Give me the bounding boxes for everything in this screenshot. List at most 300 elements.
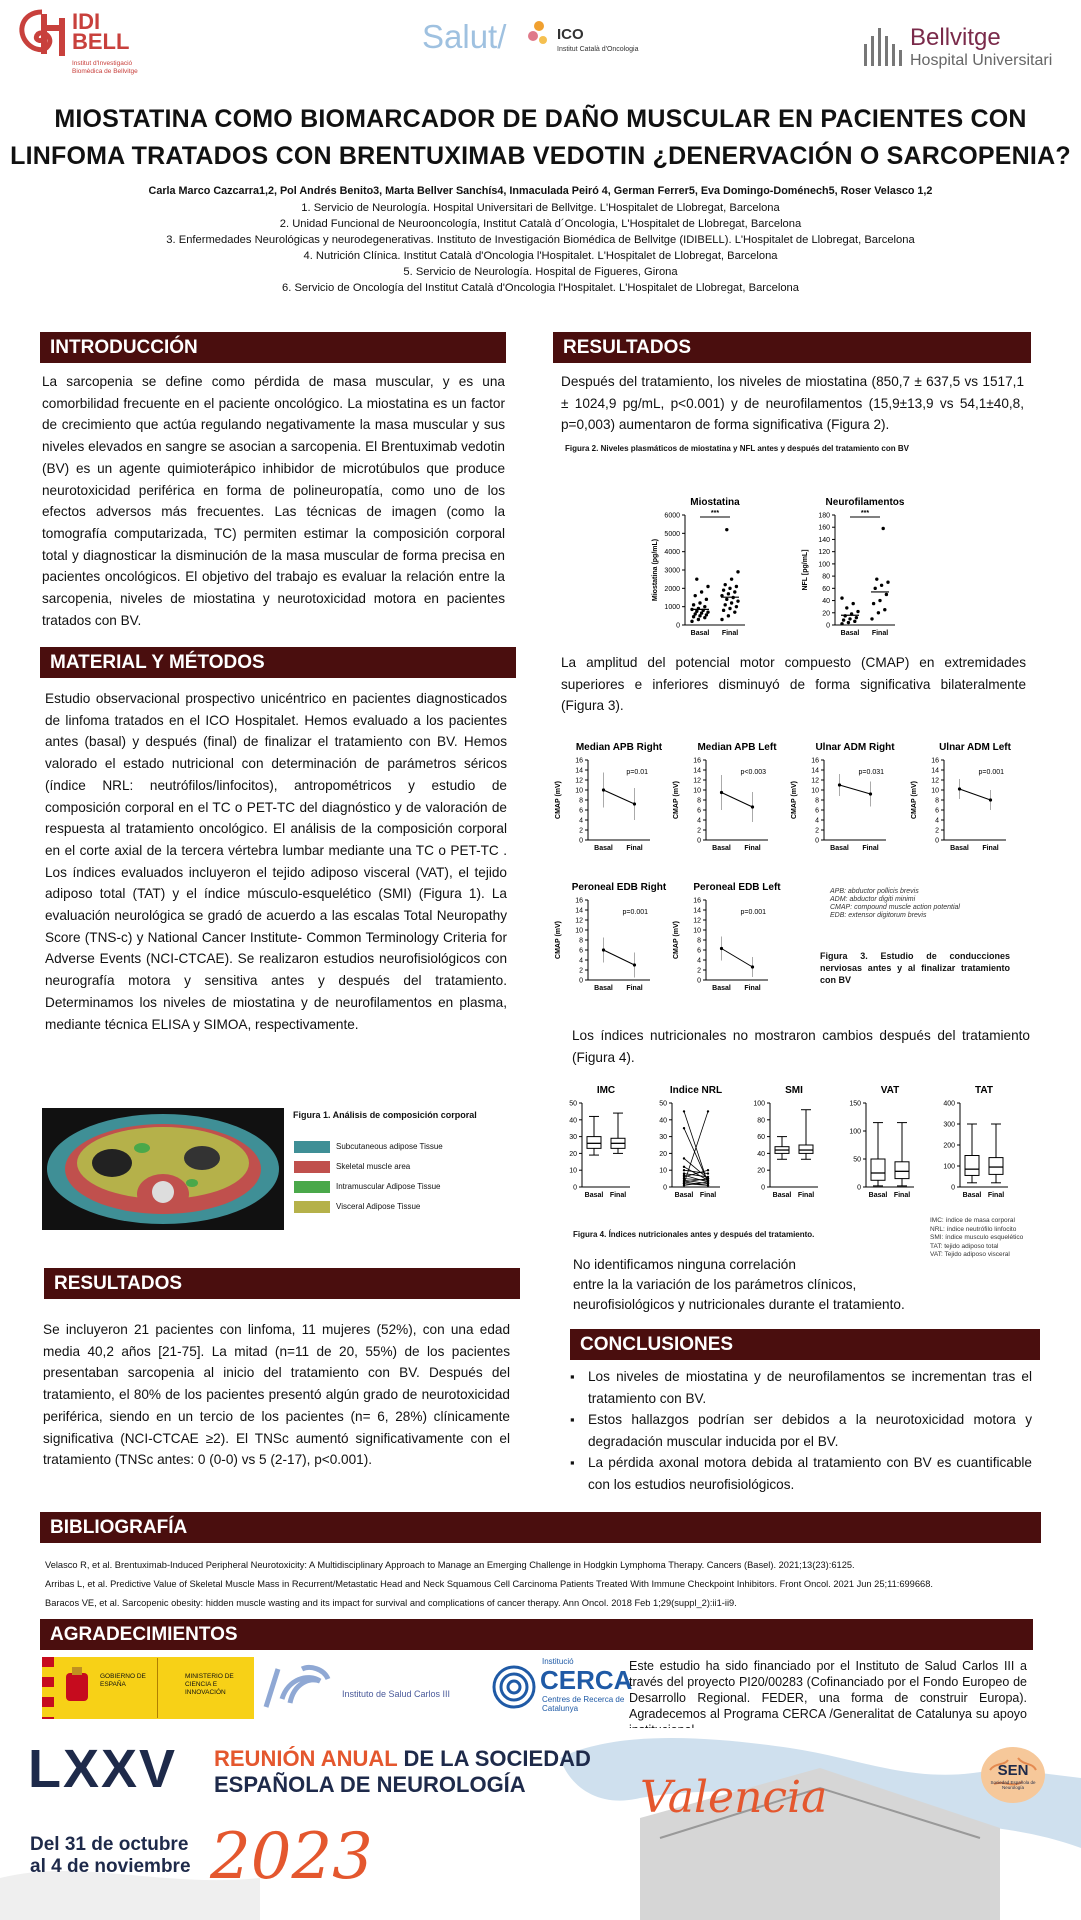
ministerio-text: MINISTERIO DE CIENCIA E INNOVACIÓN xyxy=(185,1673,234,1696)
legend-item xyxy=(294,1141,443,1153)
data-point xyxy=(706,610,709,613)
y-tick-label: 2 xyxy=(697,827,701,835)
cerca-top-text: Institució xyxy=(542,1657,574,1666)
x-tick-label: Final xyxy=(626,985,643,992)
idibell-sub: Institut d'Investigació Biomèdica de Bellvitge xyxy=(72,60,138,75)
y-axis-label: Miostatina (pg/mL) xyxy=(652,538,659,602)
y-tick-label: 16 xyxy=(811,757,819,765)
ct-organ xyxy=(92,1149,132,1177)
y-tick-label: 12 xyxy=(575,917,583,925)
legend-swatch-icon xyxy=(294,1141,330,1153)
y-tick-label: 6 xyxy=(815,807,819,815)
abbrev-line: CMAP: compound muscle action potential xyxy=(830,904,960,911)
y-axis-label: CMAP (mV) xyxy=(911,781,918,819)
y-tick-label: 12 xyxy=(575,777,583,785)
data-point xyxy=(683,1181,685,1183)
y-tick-label: 8 xyxy=(697,797,701,805)
results-text-4-line: entre la la variación de los parámetros clínicos, xyxy=(573,1277,857,1292)
box xyxy=(965,1156,979,1176)
y-tick-label: 4 xyxy=(697,957,701,965)
y-tick-label: 16 xyxy=(693,897,701,905)
meeting-title-line-1 xyxy=(214,1746,591,1772)
p-value-label: p<0.003 xyxy=(740,769,766,776)
chart-group xyxy=(943,1085,1008,1199)
y-tick-label: 0 xyxy=(573,1184,577,1192)
data-point xyxy=(840,596,843,599)
y-tick-label: 8 xyxy=(935,797,939,805)
y-tick-label: 12 xyxy=(931,777,939,785)
ico-sub: Institut Català d'Oncologia xyxy=(557,46,639,53)
meeting-title-highlight: REUNIÓN ANUAL xyxy=(214,1746,398,1771)
y-tick-label: 10 xyxy=(693,927,701,935)
chart-title: Miostatina xyxy=(690,497,740,508)
title-line-2: LINFOMA TRATADOS CON BRENTUXIMAB VEDOTIN ¿DENERVACIÓN O SARCOPENIA? xyxy=(10,142,1071,170)
chart-group xyxy=(569,1085,630,1199)
x-tick-label: Basal xyxy=(594,985,613,992)
p-value-label: p=0.001 xyxy=(622,909,648,916)
fig3-abbrev xyxy=(830,888,960,920)
data-point xyxy=(707,1172,709,1174)
series-line xyxy=(960,789,991,800)
x-tick-label: Final xyxy=(744,985,761,992)
y-tick-label: 80 xyxy=(822,573,830,581)
chart-group xyxy=(753,1085,818,1199)
chart-group xyxy=(555,742,663,852)
x-tick-label: Basal xyxy=(950,845,969,852)
y-tick-label: 120 xyxy=(818,549,830,557)
data-point xyxy=(730,577,733,580)
y-tick-label: 6 xyxy=(935,807,939,815)
data-point xyxy=(724,583,727,586)
coat-of-arms-icon xyxy=(62,1667,92,1707)
x-tick-label: Basal xyxy=(690,630,710,637)
data-point xyxy=(728,587,731,590)
isciii-text: Instituto de Salud Carlos III xyxy=(342,1689,451,1699)
ico-logo xyxy=(525,16,665,61)
data-point xyxy=(706,585,709,588)
data-point xyxy=(845,606,848,609)
y-tick-label: 8 xyxy=(815,797,819,805)
chart-title: Median APB Left xyxy=(697,742,777,753)
fig4-caption: Figura 4. Índices nutricionales antes y después del tratamiento. xyxy=(573,1230,815,1239)
x-tick-label: Final xyxy=(609,1192,627,1199)
abbrev-line: TAT: tejido adiposo total xyxy=(930,1242,999,1250)
chart-title: Peroneal EDB Left xyxy=(693,882,781,893)
reference: Baracos VE, et al. Sarcopenic obesity: hidden muscle wasting and its impact for survival and complications of cancer therapy. Ann Oncol. 2018 Feb 1;29(suppl_2):ii1-ii9. xyxy=(45,1598,737,1608)
y-tick-label: 10 xyxy=(659,1167,667,1175)
data-point xyxy=(735,585,738,588)
bellvitge-text: Bellvitge xyxy=(910,24,1001,51)
y-tick-label: 40 xyxy=(659,1117,667,1125)
results-left-heading: RESULTADOS xyxy=(44,1268,520,1299)
legend-item xyxy=(294,1181,443,1193)
data-point xyxy=(683,1166,685,1168)
chart-title: VAT xyxy=(880,1085,900,1096)
data-point xyxy=(728,607,731,610)
legend-swatch-icon xyxy=(294,1181,330,1193)
authors: Carla Marco Cazcarra1,2, Pol Andrés Benito3, Marta Bellver Sanchís4, Inmaculada Peiró 4, German Ferrer5, Eva Domingo-Doménech5, Roser Velasco 1,2 xyxy=(148,185,933,197)
legend-item xyxy=(294,1201,443,1213)
methods-heading: MATERIAL Y MÉTODOS xyxy=(40,647,516,678)
affiliation: 2. Unidad Funcional de Neurooncología, Institut Català d´Oncologia, L'Hospitalet de Llobregat, Barcelona xyxy=(279,218,802,230)
y-axis-label: CMAP (mV) xyxy=(673,921,680,959)
results-left-text: Se incluyeron 21 pacientes con linfoma, 11 mujeres (52%), con una edad media 40,2 años [21-75]. La mitad (n=11 de 20, 55%) de los pacientes presentaban sarcopenia al inicio del tratamiento con BV. Después del tratamiento, el 80% de los pacientes presentó algún grado de neurotoxicidad periférica, siendo en un tercio de los pacientes (n= 6, 28%) clínicamente significativa (NCI-CTCAE ≥2). El TNSc aumentó significativamente con el tratamiento (TNSc antes: 0 (0-0) vs 5 (2-17), p<0.001). xyxy=(43,1322,510,1468)
y-tick-label: 6 xyxy=(579,947,583,955)
chart-group xyxy=(652,497,745,637)
x-tick-label: Final xyxy=(626,845,643,852)
y-tick-label: 100 xyxy=(818,561,830,569)
legend-swatch-icon xyxy=(294,1161,330,1173)
x-tick-label: Final xyxy=(797,1192,815,1199)
footer-banner xyxy=(0,1728,1081,1920)
data-point xyxy=(880,584,883,587)
meeting-title xyxy=(214,1746,591,1798)
results-text-3: Los índices nutricionales no mostraron cambios después del tratamiento (Figura 4). xyxy=(572,1028,1030,1065)
data-point xyxy=(683,1169,685,1171)
x-tick-label: Basal xyxy=(868,1192,888,1199)
y-tick-label: 0 xyxy=(935,837,939,845)
data-point xyxy=(703,605,706,608)
fig2-caption: Figura 2. Niveles plasmáticos de miostatina y NFL antes y después del tratamiento con BV xyxy=(565,444,909,453)
x-tick-label: Final xyxy=(699,1192,717,1199)
authors-block xyxy=(0,183,1081,296)
y-tick-label: 4 xyxy=(579,957,583,965)
y-tick-label: 0 xyxy=(579,977,583,985)
y-tick-label: 8 xyxy=(697,937,701,945)
y-tick-label: 10 xyxy=(693,787,701,795)
data-point xyxy=(694,594,697,597)
box xyxy=(895,1162,909,1179)
x-tick-label: Final xyxy=(893,1192,911,1199)
isciii-logo xyxy=(258,1657,458,1719)
legend-label: Intramuscular Adipose Tissue xyxy=(336,1182,441,1192)
affiliation: 6. Servicio de Oncología del Institut Català d'Oncologia l'Hospitalet. L'Hospitalet de Llobregat, Barcelona xyxy=(282,282,799,294)
y-axis-label: CMAP (mV) xyxy=(673,781,680,819)
data-point xyxy=(700,590,703,593)
conclusions-heading: CONCLUSIONES xyxy=(570,1329,1040,1360)
title-line-1: MIOSTATINA COMO BIOMARCADOR DE DAÑO MUSCULAR EN PACIENTES CON xyxy=(54,105,1027,133)
y-tick-label: 16 xyxy=(693,757,701,765)
y-tick-label: 10 xyxy=(931,787,939,795)
fig1-caption: Figura 1. Análisis de composición corporal xyxy=(293,1110,477,1120)
legend-swatch-icon xyxy=(294,1201,330,1213)
y-tick-label: 8 xyxy=(579,937,583,945)
fig4-chart xyxy=(560,1083,1030,1208)
y-tick-label: 16 xyxy=(575,757,583,765)
meeting-year: 2023 xyxy=(210,1820,373,1894)
meeting-dates xyxy=(30,1834,191,1878)
y-tick-label: 100 xyxy=(943,1163,955,1171)
fig3-caption: Figura 3. Estudio de conducciones nerviosas antes y al finalizar tratamiento con BV xyxy=(820,951,1010,985)
sen-sub: Sociedad Española de Neurología xyxy=(990,1780,1036,1790)
p-value-label: p=0.01 xyxy=(626,769,648,776)
abbrev-line: EDB: extensor digitorum brevis xyxy=(830,912,927,919)
data-point xyxy=(725,598,728,601)
gobierno-text: GOBIERNO DE ESPAÑA xyxy=(100,1673,146,1688)
y-tick-label: 4 xyxy=(935,817,939,825)
bellvitge-sub: Hospital Universitari xyxy=(910,52,1053,69)
y-tick-label: 10 xyxy=(575,927,583,935)
conclusion-item: ▪ Los niveles de miostatina y de neurofilamentos se incrementan tras el tratamiento con BV. xyxy=(588,1366,1032,1409)
conclusions-list xyxy=(570,1366,1032,1496)
dates-line-1: Del 31 de octubre xyxy=(30,1834,189,1855)
chart-group xyxy=(659,1085,722,1199)
y-tick-label: 16 xyxy=(575,897,583,905)
y-tick-label: 6 xyxy=(697,807,701,815)
y-tick-label: 60 xyxy=(822,585,830,593)
salut-logo xyxy=(422,18,506,56)
data-point xyxy=(855,616,858,619)
bibliography-heading: BIBLIOGRAFÍA xyxy=(40,1512,1041,1543)
y-tick-label: 10 xyxy=(575,787,583,795)
y-tick-label: 150 xyxy=(849,1100,861,1108)
ico-mark-icon xyxy=(525,18,553,48)
acknowledgements-heading: AGRADECIMIENTOS xyxy=(40,1619,1033,1650)
series-line xyxy=(722,793,753,808)
x-tick-label: Basal xyxy=(772,1192,792,1199)
y-tick-label: 40 xyxy=(569,1117,577,1125)
data-point xyxy=(848,617,851,620)
affiliation: 1. Servicio de Neurología. Hospital Universitari de Bellvitge. L'Hospitalet de Llobregat, Barcelona xyxy=(301,202,780,214)
y-tick-label: 60 xyxy=(757,1134,765,1142)
affiliation: 4. Nutrición Clínica. Institut Català d'Oncologia l'Hospitalet. L'Hospitalet de Llobregat, Barcelona xyxy=(303,250,778,262)
y-tick-label: 0 xyxy=(663,1184,667,1192)
data-point xyxy=(727,592,730,595)
data-point xyxy=(878,599,881,602)
y-tick-label: 30 xyxy=(659,1134,667,1142)
intro-heading: INTRODUCCIÓN xyxy=(40,332,506,363)
affiliation: 3. Enfermedades Neurológicas y neurodegenerativas. Instituto de Investigación Biomédica de Bellvitge (IDIBELL). L'Hospitalet de Llobregat, Barcelona xyxy=(166,234,915,246)
results-text-4-line: No identificamos ninguna correlación xyxy=(573,1257,796,1272)
y-tick-label: 14 xyxy=(575,907,583,915)
chart-title: Median APB Right xyxy=(575,742,663,753)
series-line xyxy=(604,950,635,965)
fig2-chart xyxy=(640,480,930,645)
y-tick-label: 160 xyxy=(818,524,830,532)
ct-vertebra xyxy=(152,1181,174,1203)
y-tick-label: 20 xyxy=(569,1150,577,1158)
p-value-label: p=0.001 xyxy=(978,769,1004,776)
p-value-label: p=0.031 xyxy=(858,769,884,776)
y-tick-label: 30 xyxy=(569,1134,577,1142)
legend-label: Subcutaneous adipose Tissue xyxy=(336,1142,443,1152)
data-point xyxy=(847,621,850,624)
y-tick-label: 10 xyxy=(569,1167,577,1175)
legend-label: Skeletal muscle area xyxy=(336,1162,411,1172)
data-point xyxy=(707,1169,709,1171)
y-tick-label: 2 xyxy=(579,827,583,835)
y-tick-label: 14 xyxy=(693,767,701,775)
y-tick-label: 100 xyxy=(753,1100,765,1108)
flag-icon xyxy=(42,1657,54,1719)
x-tick-label: Basal xyxy=(712,985,731,992)
results-text-4 xyxy=(573,1255,905,1315)
sen-logo xyxy=(978,1740,1048,1810)
data-point xyxy=(683,1184,685,1186)
gobierno-logo xyxy=(42,1657,254,1719)
data-point xyxy=(722,609,725,612)
y-tick-label: 14 xyxy=(931,767,939,775)
abbrev-line: ADM: abductor digiti minimi xyxy=(830,896,916,903)
data-point xyxy=(736,570,739,573)
x-tick-label: Basal xyxy=(962,1192,982,1199)
y-tick-label: 40 xyxy=(822,598,830,606)
p-value-label: p=0.001 xyxy=(740,909,766,916)
data-point xyxy=(883,608,886,611)
y-tick-label: 80 xyxy=(757,1117,765,1125)
y-tick-label: 0 xyxy=(676,622,680,630)
y-tick-label: 0 xyxy=(579,837,583,845)
data-point xyxy=(733,610,736,613)
y-tick-label: 50 xyxy=(659,1100,667,1108)
y-tick-label: 16 xyxy=(931,757,939,765)
chart-group xyxy=(911,742,1012,852)
y-tick-label: 10 xyxy=(811,787,819,795)
y-tick-label: 2 xyxy=(815,827,819,835)
idibell-name: IDI BELL xyxy=(72,9,130,54)
x-tick-label: Final xyxy=(871,630,889,637)
x-tick-label: Basal xyxy=(830,845,849,852)
data-point xyxy=(853,620,856,623)
data-point xyxy=(697,618,700,621)
conclusion-item: ▪ La pérdida axonal motora debida al tratamiento con BV es cuantificable con los estudios neurofisiológicos. xyxy=(588,1452,1032,1495)
ct-intramuscular-spot xyxy=(134,1143,150,1153)
y-tick-label: 5000 xyxy=(664,530,680,538)
results-text-4-line: neurofisiológicos y nutricionales durante el tratamiento. xyxy=(573,1297,905,1312)
data-point xyxy=(707,1181,709,1183)
poster-title xyxy=(0,101,1081,175)
y-tick-label: 6000 xyxy=(664,512,680,520)
data-point xyxy=(690,620,693,623)
y-tick-label: 100 xyxy=(849,1128,861,1136)
y-tick-label: 400 xyxy=(943,1100,955,1108)
y-tick-label: 0 xyxy=(697,837,701,845)
data-point xyxy=(692,603,695,606)
y-tick-label: 20 xyxy=(822,610,830,618)
data-point xyxy=(707,1184,709,1186)
fig4-abbrev xyxy=(930,1217,1023,1260)
box xyxy=(989,1158,1003,1175)
chart-group xyxy=(673,742,777,852)
ct-scan-graphic xyxy=(42,1108,284,1230)
meeting-number: LXXV xyxy=(28,1739,178,1799)
y-tick-label: 3000 xyxy=(664,567,680,575)
data-point xyxy=(874,587,877,590)
y-tick-label: 12 xyxy=(693,777,701,785)
box xyxy=(799,1145,813,1153)
data-point xyxy=(695,577,698,580)
x-tick-label: Basal xyxy=(840,630,860,637)
y-tick-label: 0 xyxy=(815,837,819,845)
chart-group xyxy=(849,1085,914,1199)
bibliography-list xyxy=(45,1556,1035,1613)
acknowledgements-text: Este estudio ha sido financiado por el Instituto de Salud Carlos III a través del proyecto PI20/00283 (Cofinanciado por el Fondo Europeo de Desarrollo Regional. FEDER, una forma de construir Europa). Agradecemos al Programa CERCA /Generalitat de Catalunya su apoyo xyxy=(629,1659,1027,1721)
chart-group xyxy=(555,882,667,992)
significance-label: *** xyxy=(710,510,720,517)
idibell-mark-icon xyxy=(14,8,72,60)
y-tick-label: 8 xyxy=(579,797,583,805)
data-point xyxy=(852,602,855,605)
y-tick-label: 180 xyxy=(818,512,830,520)
cerca-sub-text: Centres de Recerca de Catalunya xyxy=(542,1695,625,1713)
y-tick-label: 300 xyxy=(943,1121,955,1129)
dates-line-2: al 4 de noviembre xyxy=(30,1856,191,1877)
x-tick-label: Final xyxy=(744,845,761,852)
affiliation: 5. Servicio de Neurología. Hospital de Figueres, Girona xyxy=(403,266,678,278)
y-tick-label: 2000 xyxy=(664,585,680,593)
cerca-logo xyxy=(492,1655,632,1721)
series-line xyxy=(840,785,871,794)
y-tick-label: 0 xyxy=(857,1184,861,1192)
methods-text: Estudio observacional prospectivo unicéntrico en pacientes diagnosticados de linfoma tratados en el ICO Hospitalet. Hemos evaluado a los pacientes antes (basal) y después (final) de finalizar el tratamiento con BV. Hemos valorado el estado nutricional con determinación de parámetros séricos (índice NRL: neutrófilos/linfocitos), antropométricos y estudio de composición corporal en el TC o PET-TC del diagnóstico y de valoración de respuesta al tratamiento oncológico. El análisis de la composición corporal en el corte axial de la tercera vértebra lumbar mediante una TC o PET-TC . Los índices evaluados incluyeron el tejido adiposo visceral (VAT), el tejido adiposo total (TAT) y el índice músculo-esquelético (SMI) (Figura 1). La evaluación neurológica se gradó de acuerdo a las escalas Total Neuropathy Score (TNS-c) y National Cancer Institute- Common Terminology Criteria for Adverse Events (NCI-CTCAE). Se realizaron estudios neurofisiológicos con neurografía motora y sensitiva antes y después del tratamiento. Determinamos los niveles de miostatina y de neurofilamentos en plasma, mediante técnica ELISA y SIMOA, respectivamente. xyxy=(45,691,507,1032)
chart-group xyxy=(673,882,781,992)
y-tick-label: 2 xyxy=(935,827,939,835)
y-tick-label: 0 xyxy=(826,622,830,630)
y-tick-label: 4 xyxy=(815,817,819,825)
y-axis-label: CMAP (mV) xyxy=(555,781,562,819)
y-tick-label: 20 xyxy=(659,1150,667,1158)
salut-text: Salut/ xyxy=(422,18,507,55)
x-tick-label: Final xyxy=(862,845,879,852)
results-text-1: Después del tratamiento, los niveles de miostatina (850,7 ± 637,5 vs 1517,1 ± 1024,9 pg/mL, p<0.001) y de neurofilamentos (15,9±13,9 vs 54,1±40,8, p=0,003) aumentaron de forma significativa (Figura 2). xyxy=(561,374,1024,433)
y-tick-label: 6 xyxy=(579,807,583,815)
chart-title: IMC xyxy=(596,1085,616,1096)
legend-label: Visceral Adipose Tissue xyxy=(336,1202,421,1212)
data-point xyxy=(720,618,723,621)
y-tick-label: 40 xyxy=(757,1150,765,1158)
abbrev-line: SMI: índice musculo esquelético xyxy=(930,1234,1024,1241)
chart-title: TAT xyxy=(975,1085,993,1096)
chart-title: Ulnar ADM Right xyxy=(815,742,895,753)
y-tick-label: 14 xyxy=(575,767,583,775)
data-point xyxy=(683,1127,685,1129)
y-tick-label: 14 xyxy=(693,907,701,915)
y-axis-label: NFL [pg/mL] xyxy=(802,549,809,591)
isciii-mark-icon xyxy=(258,1659,338,1715)
data-point xyxy=(725,528,728,531)
series-line xyxy=(604,790,635,804)
data-point xyxy=(683,1110,685,1112)
chart-group xyxy=(791,742,895,852)
reference: Velasco R, et al. Brentuximab-Induced Peripheral Neurotoxicity: A Multidisciplinary Approach to Manage an Emerging Challenge in Hodgkin Lymphoma Therapy. Cancers (Basel). 2021;13(23):6125. xyxy=(45,1560,855,1570)
y-tick-label: 140 xyxy=(818,536,830,544)
data-point xyxy=(877,611,880,614)
ct-scan-image xyxy=(42,1108,284,1230)
data-point xyxy=(875,577,878,580)
bellvitge-mark-icon xyxy=(862,24,906,68)
box xyxy=(587,1137,601,1149)
conclusion-item: ▪ Estos hallazgos podrían ser debidos a la neurotoxicidad motora y degradación muscular inducida por el BV. xyxy=(588,1409,1032,1452)
y-tick-label: 6 xyxy=(697,947,701,955)
data-point xyxy=(724,603,727,606)
data-point xyxy=(885,593,888,596)
y-tick-label: 4 xyxy=(697,817,701,825)
data-point xyxy=(886,581,889,584)
data-point xyxy=(856,610,859,613)
y-tick-label: 0 xyxy=(761,1184,765,1192)
ct-organ xyxy=(184,1146,220,1170)
data-point xyxy=(722,588,725,591)
x-tick-label: Final xyxy=(987,1192,1005,1199)
y-tick-label: 2 xyxy=(579,967,583,975)
reference: Arribas L, et al. Predictive Value of Skeletal Muscle Mass in Recurrent/Metastatic Head and Neck Squamous Cell Carcinoma Patients Treated With Immune Checkpoint Inhibitors. Front Oncol. 2021 Jun 25;11:699668. xyxy=(45,1579,933,1589)
chart-title: Neurofilamentos xyxy=(825,497,905,508)
idibell-logo xyxy=(14,8,164,78)
data-point xyxy=(683,1157,685,1159)
chart-title: Ulnar ADM Left xyxy=(939,742,1011,753)
y-tick-label: 12 xyxy=(811,777,819,785)
abbrev-line: NRL: índice neutrófilo linfocito xyxy=(930,1225,1017,1233)
